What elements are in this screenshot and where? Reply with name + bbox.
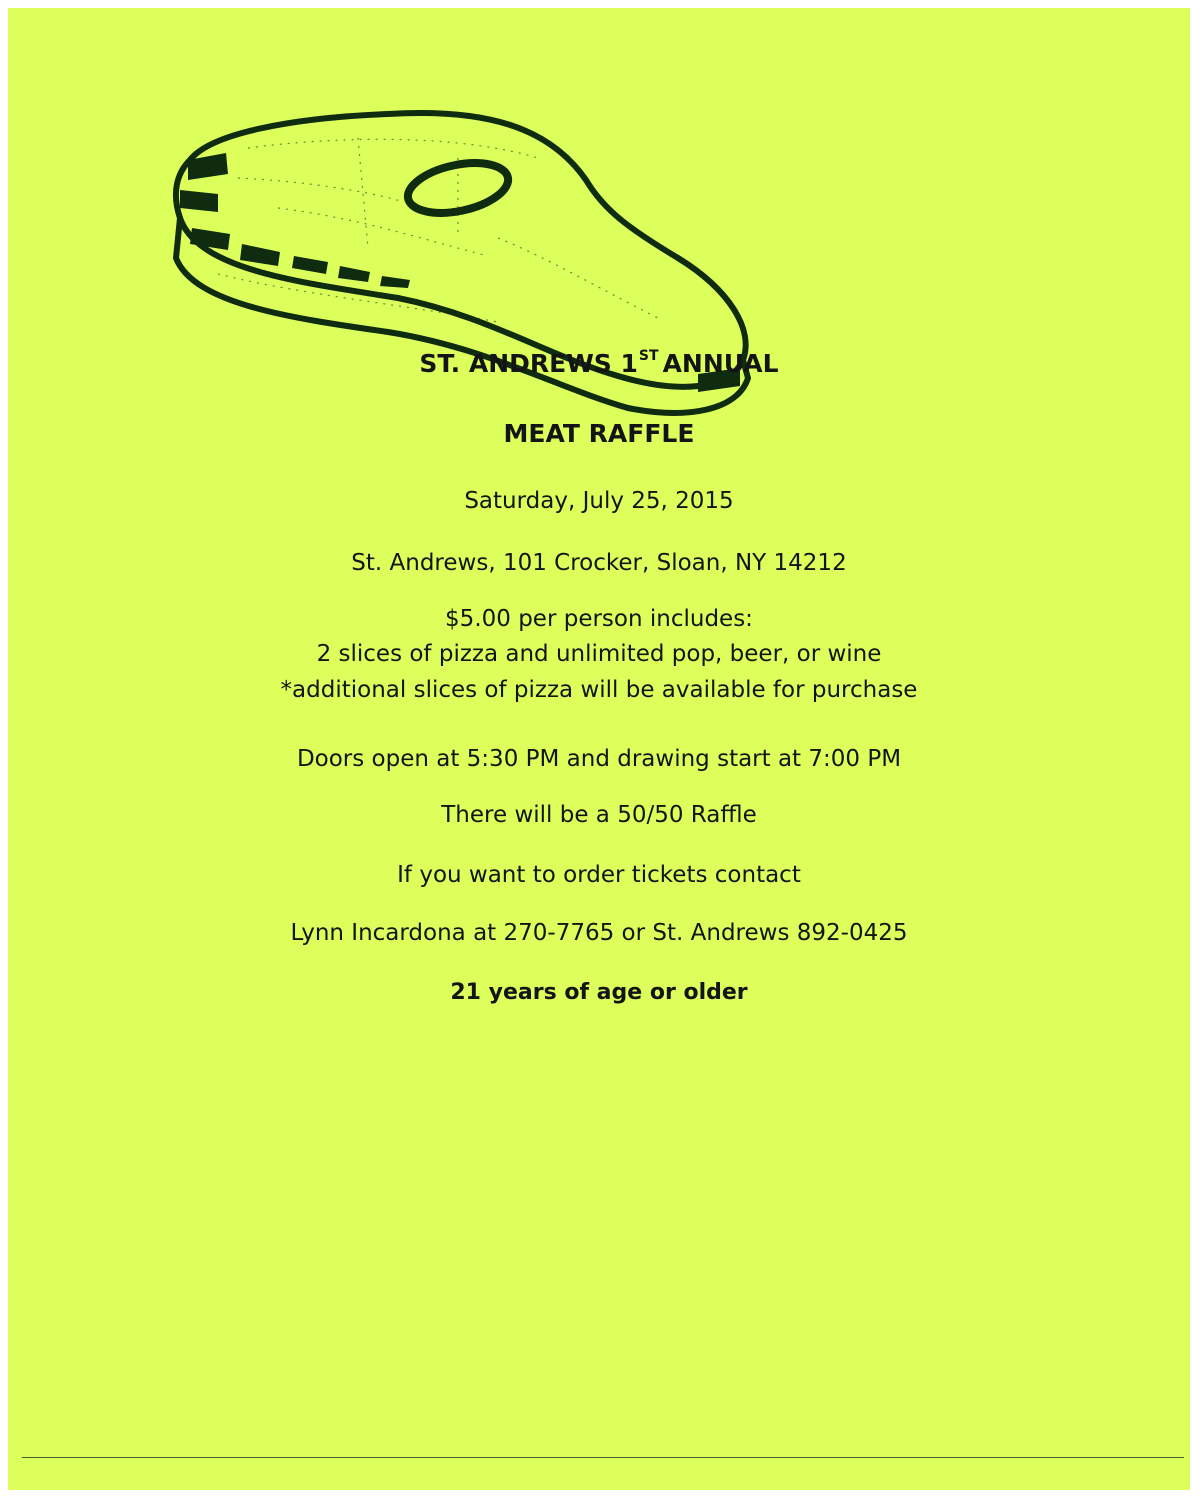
title-superscript: ST [638,348,659,364]
event-date: Saturday, July 25, 2015 [464,488,734,514]
event-location: St. Andrews, 101 Crocker, Sloan, NY 14212 [351,550,847,576]
event-subtitle: MEAT RAFFLE [503,419,695,448]
title-prefix: ST. ANDREWS 1 [419,349,638,378]
raffle-note: There will be a 50/50 Raffle [441,802,757,828]
price-line: $5.00 per person includes: [445,606,753,632]
title-suffix: ANNUAL [662,349,779,378]
bottom-divider [22,1457,1184,1458]
event-times: Doors open at 5:30 PM and drawing start at 7:00 PM [296,746,902,772]
flyer-page [8,8,1190,1490]
contact-line: Lynn Incardona at 270-7765 or St. Andrews 892-0425 [290,920,908,946]
event-title [8,348,1190,379]
age-requirement: 21 years of age or older [450,980,748,1005]
includes-line: 2 slices of pizza and unlimited pop, beer, or wine [316,641,882,667]
note-line: *additional slices of pizza will be available for purchase [280,677,918,703]
order-intro: If you want to order tickets contact [397,862,801,888]
